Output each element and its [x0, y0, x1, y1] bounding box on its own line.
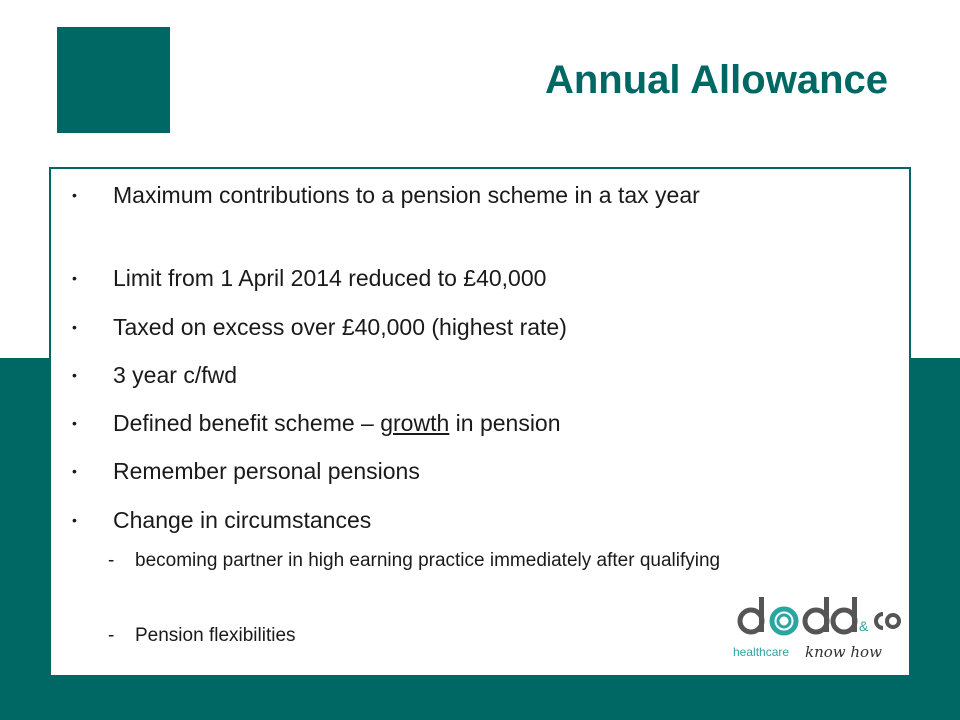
sub-bullet-item: [51, 549, 795, 573]
bullet-text: Change in circumstances: [113, 507, 372, 533]
sub-bullet-dash: -: [108, 550, 115, 571]
bullet-item: [51, 311, 607, 343]
bullet-item: [51, 359, 277, 391]
sub-bullet-text: becoming partner in high earning practice immediately after qualifying: [135, 550, 721, 571]
teal-accent-square: [57, 27, 170, 133]
bullet-dot: •: [72, 187, 77, 203]
content-panel: [49, 167, 911, 677]
bullet-item: [51, 262, 586, 294]
svg-text:&: &: [859, 618, 869, 634]
bullet-item: [51, 179, 740, 211]
logo-tagline-right: know how: [805, 643, 882, 661]
bullet-dot: •: [72, 512, 77, 528]
bullet-dot: •: [72, 319, 77, 335]
bullet-dot: •: [72, 270, 77, 286]
sub-bullet-dash: -: [108, 625, 115, 646]
bullet-item: [51, 407, 601, 439]
slide-title: Annual Allowance: [544, 58, 888, 102]
bullet-dot: •: [72, 367, 77, 383]
bullet-text: Limit from 1 April 2014 reduced to £40,000: [113, 265, 547, 291]
logo-tagline-left: healthcare: [733, 645, 790, 659]
bullet-text: 3 year c/fwd: [113, 362, 237, 388]
bullet-item: [51, 504, 411, 536]
bullet-dot: •: [72, 415, 77, 431]
bullet-text-before: Defined benefit scheme –: [113, 410, 381, 436]
bullet-text: Remember personal pensions: [113, 458, 420, 484]
bullet-item: [51, 455, 460, 487]
bullet-text-underlined: growth: [380, 410, 450, 436]
bullet-dot: •: [72, 463, 77, 479]
sub-bullet-text: Pension flexibilities: [135, 625, 296, 646]
bullet-text: Maximum contributions to a pension scheme in a tax year: [113, 182, 700, 208]
bullet-text-after: in pension: [449, 410, 561, 436]
dodd-co-logo: [731, 594, 901, 664]
sub-bullet-item: [51, 624, 336, 648]
bullet-text: Taxed on excess over £40,000 (highest rate): [113, 314, 567, 340]
